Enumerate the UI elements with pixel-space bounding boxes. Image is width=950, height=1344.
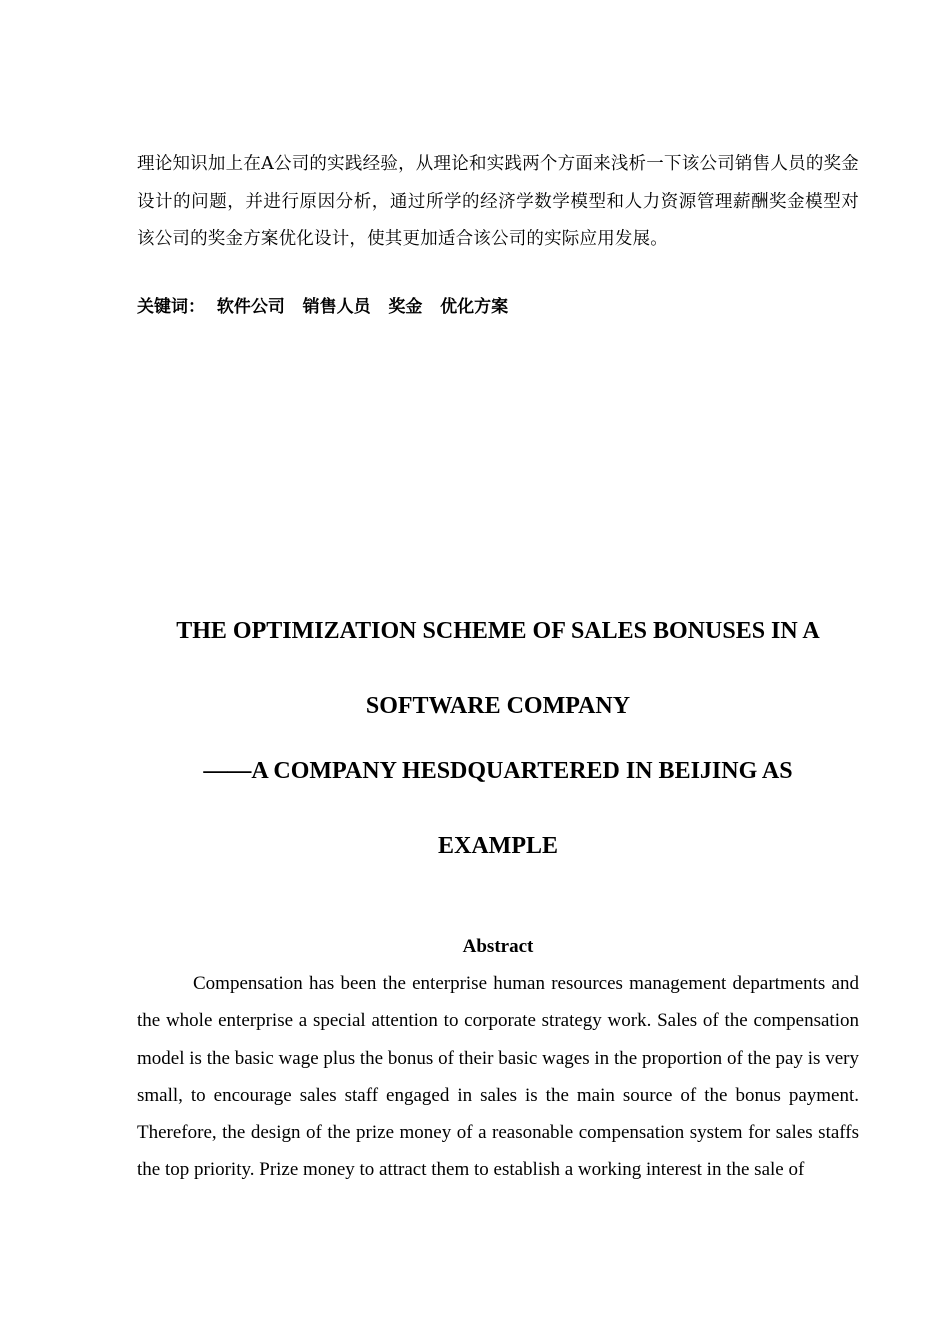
abstract-heading: Abstract [462, 936, 534, 957]
english-title-line-2: SOFTWARE COMPANY [365, 693, 631, 719]
english-title-line-1: THE OPTIMIZATION SCHEME OF SALES BONUSES IN A [176, 618, 820, 644]
chinese-keywords: 关键词： 软件公司 销售人员 奖金 优化方案 [137, 297, 509, 317]
abstract-body: Compensation has been the enterprise human resources management departments and the whole enterprise a special attention to corporate strategy work. Sales of the compensation model is the basic wage plus the bonus of their basic wages in the proportion of the pay is very small, to encourage sales staff engaged in sales is the main source of the bonus payment. Therefore, the design of the prize money of a reasonable compensation system for sales staffs the top priority. Prize money to attract them to establish a working interest in the sale of [137, 973, 859, 1181]
english-subtitle-line-2: EXAMPLE [438, 833, 558, 859]
chinese-abstract-paragraph: 理论知识加上在A公司的实践经验，从理论和实践两个方面来浅析一下该公司销售人员的奖金设计的问题，并进行原因分析，通过所学的经济学数学模型和人力资源管理薪酬奖金模型对该公司的奖金方案优化设计，使其更加适合该公司的实际应用发展。 [137, 154, 859, 249]
english-subtitle-line-1: ——A COMPANY HESDQUARTERED IN BEIJING AS [203, 758, 793, 784]
